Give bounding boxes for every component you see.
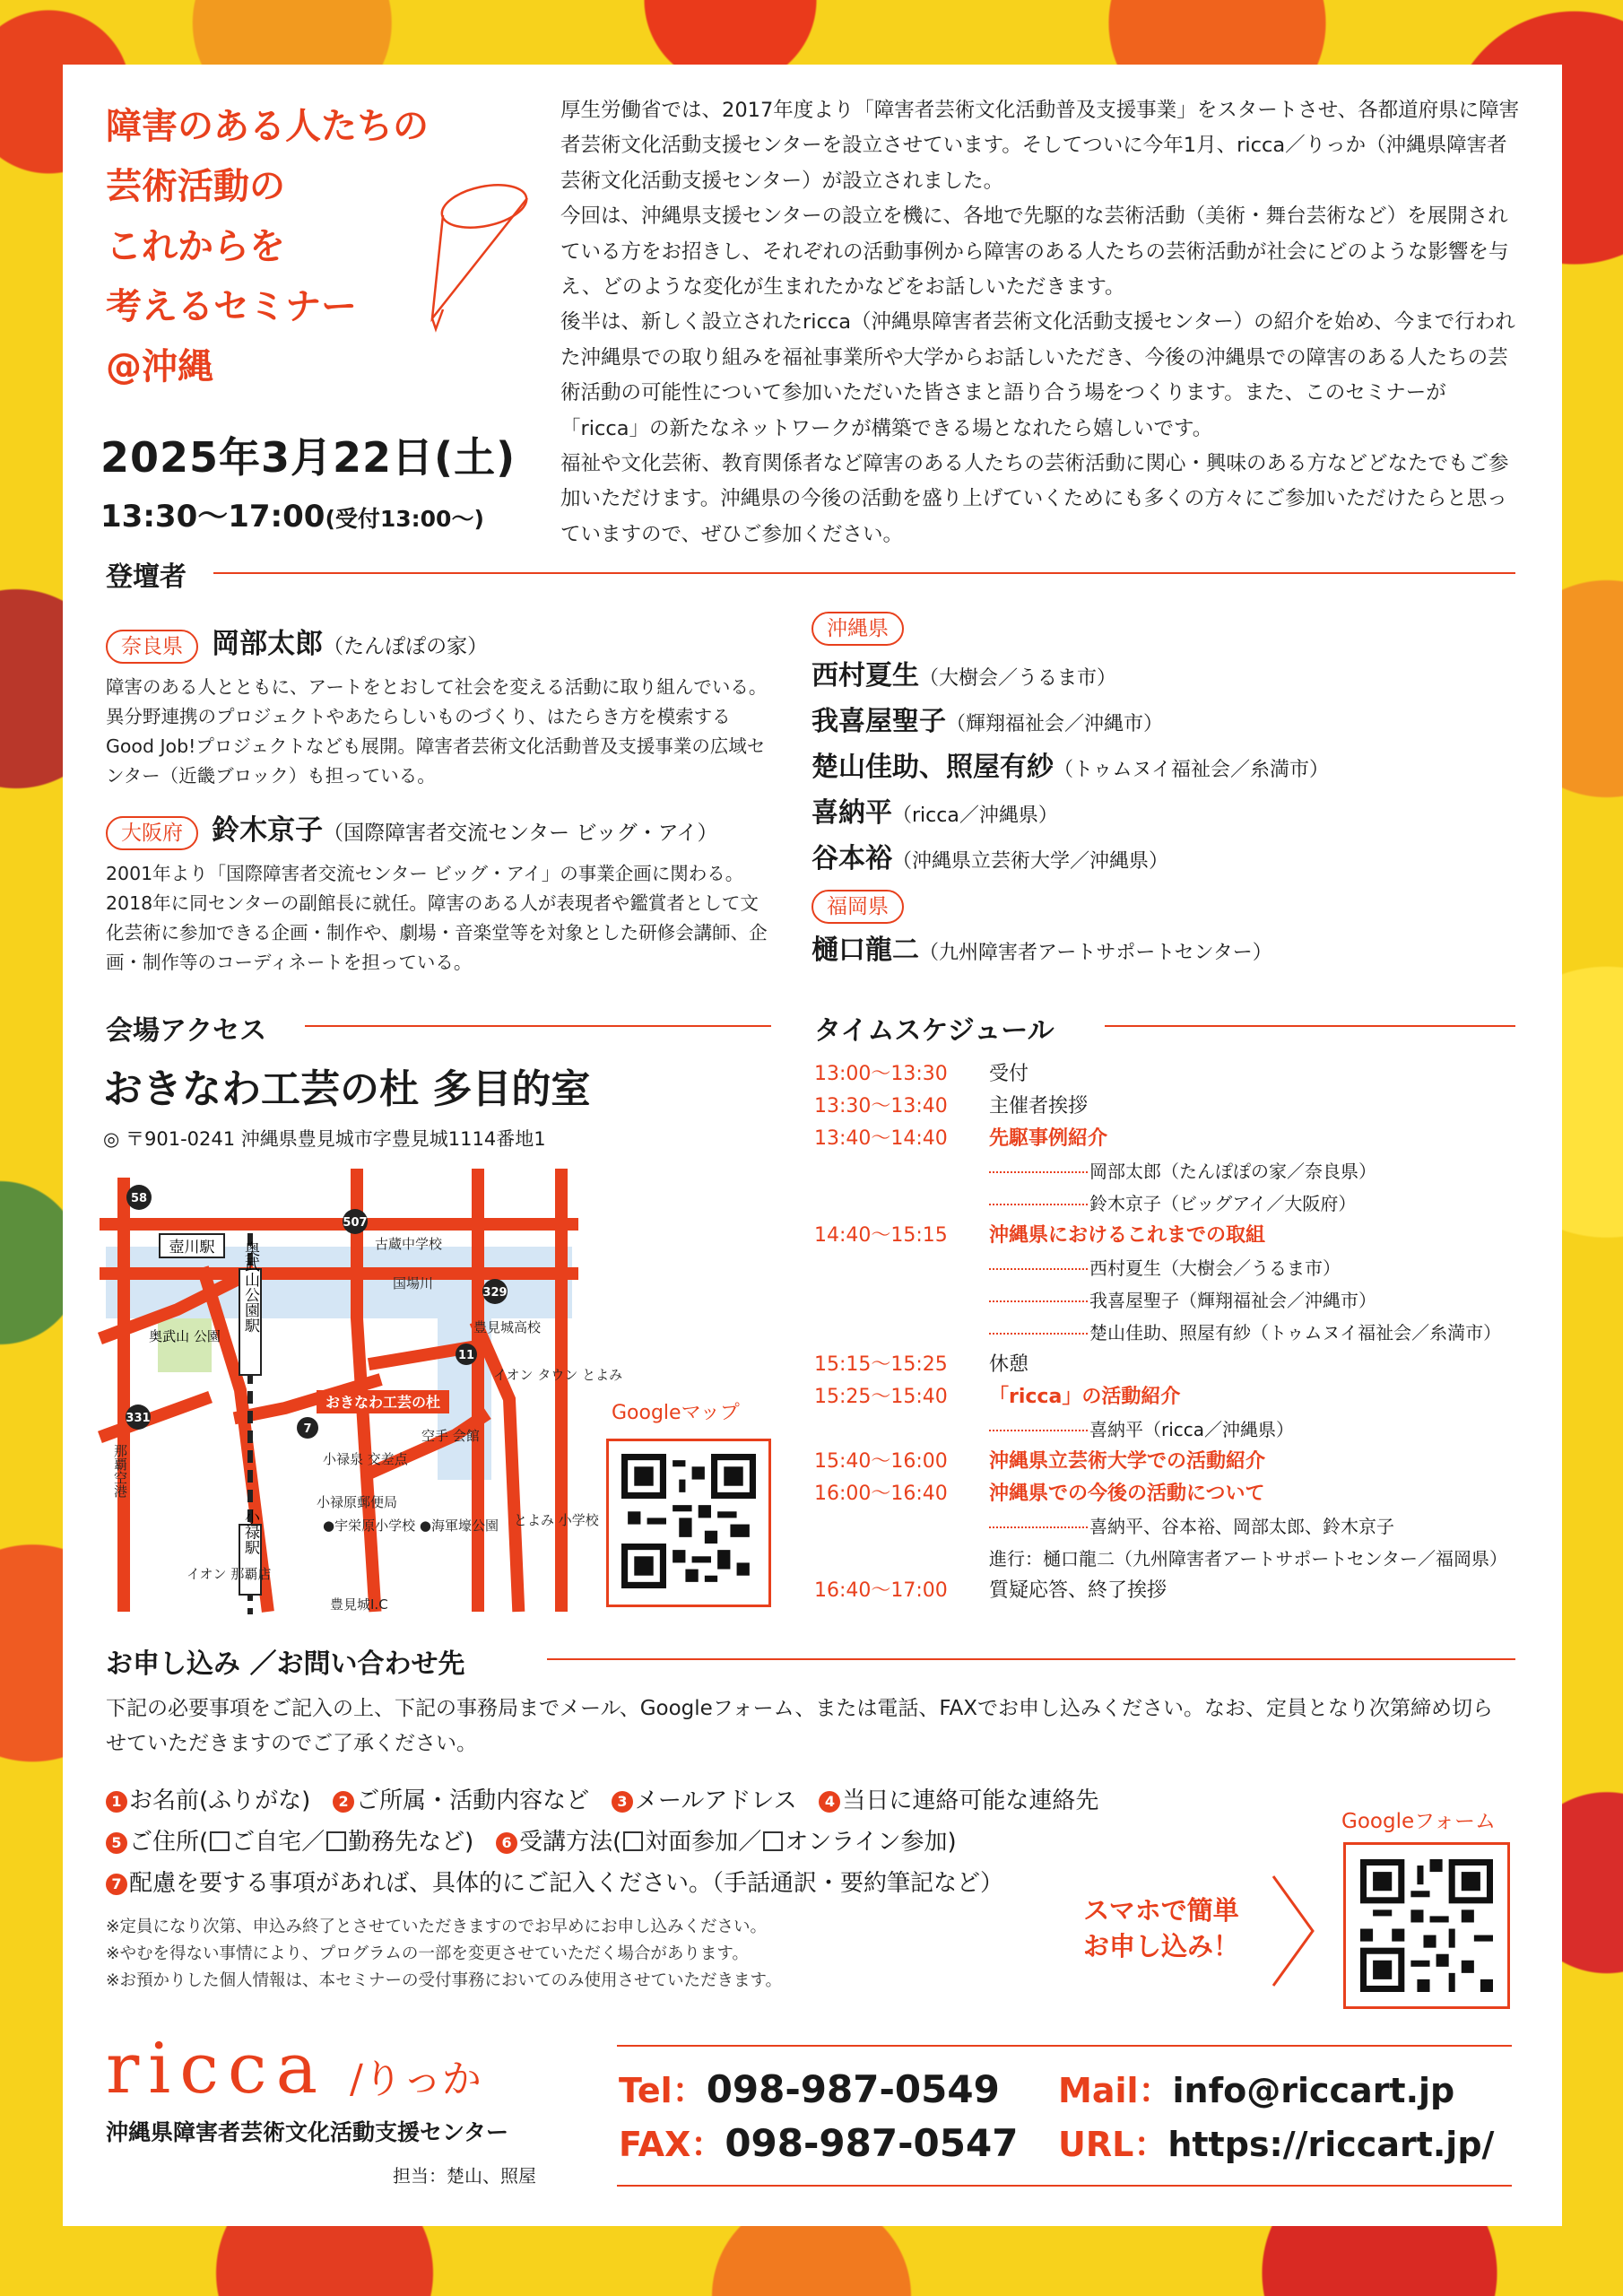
ricca-logo: ricca xyxy=(106,2029,327,2109)
svg-text:331: 331 xyxy=(126,1412,151,1425)
svg-text:イオン タウン とよみ: イオン タウン とよみ xyxy=(493,1367,623,1383)
chevron-right-icon xyxy=(1268,1873,1318,1989)
svg-text:329: 329 xyxy=(482,1286,508,1300)
schedule-row: 13:40〜14:40 先駆事例紹介 xyxy=(814,1127,1108,1150)
tel-line: Tel：098-987-0549 xyxy=(619,2067,1000,2111)
schedule-sub: 鈴木京子（ビッグアイ／大阪府） xyxy=(814,1187,1523,1220)
schedule-sub: 岡部太郎（たんぽぽの家／奈良県） xyxy=(814,1155,1523,1187)
google-form-label: Googleフォーム xyxy=(1341,1810,1496,1833)
schedule-sub: 喜納平、谷本裕、岡部太郎、鈴木京子 xyxy=(814,1510,1523,1543)
svg-text:とよみ 小学校: とよみ 小学校 xyxy=(514,1512,599,1528)
fax-line: FAX：098-987-0547 xyxy=(619,2121,1019,2165)
speaker-okabe: 奈良県 岡部太郎（たんぽぽの家） 障害のある人とともに、アートをとおして社会を変える活動に取り組んでいる。異分野連携のプロジェクトやあたらしいものづくり、はたらき方を模索するGood Job!プロジェクトなども展開。障害者芸術文化活動普及支援事業の広域センター（近畿ブロック）も担っている。 xyxy=(106,628,768,787)
map-venue-label: おきなわ工芸の杜 xyxy=(325,1394,441,1411)
contact-person: 担当：楚山、照屋 xyxy=(393,2165,536,2187)
svg-text:イオン 那覇店: イオン 那覇店 xyxy=(187,1566,272,1582)
apply-text: 下記の必要事項をご記入の上、下記の事務局までメール、Googleフォーム、または電話、FAXでお申し込みください。なお、定員となり次第締め切らせていただきますのでご了承ください。 xyxy=(106,1697,1493,1755)
speakers-okinawa xyxy=(812,612,1511,883)
speaker-suzuki: 大阪府 鈴木京子（国際障害者交流センター ビッグ・アイ） 2001年より「国際障害者交流センター ビッグ・アイ」の事業企画に関わる。2018年に同センターの副館長に就任。障害のある人が表現者や鑑賞者として文化芸術に参加できる企画・制作や、劇場・音楽堂等を対象とした研修会講師、企画・制作等のコーディネートを担っている。 xyxy=(106,814,768,973)
svg-text:豊見城I.C: 豊見城I.C xyxy=(330,1596,388,1613)
pref-tag: 福岡県 xyxy=(812,890,904,924)
google-map-label: Googleマップ xyxy=(612,1402,740,1424)
svg-text:国場川: 国場川 xyxy=(393,1275,434,1292)
contact-rule-top xyxy=(617,2045,1512,2047)
svg-text:58: 58 xyxy=(130,1192,148,1205)
checkbox-icon xyxy=(623,1831,643,1851)
required-items: 1 お名前(ふりがな) 2 ご所属・活動内容など 3 メールアドレス 4 当日に連絡可能な連絡先 5 ご住所( ご自宅／ 勤務先など) 6 受講方法( 対面参加／ オンライン参加) 7 配慮を要する事項があれば、具体的にご記入ください。（手話通訳・要約筆記など） xyxy=(106,1780,1098,1904)
svg-text:奥武山 公園: 奥武山 公園 xyxy=(149,1328,221,1344)
event-date: 2025年3月22日(土) xyxy=(100,433,516,482)
contact-rule-bottom xyxy=(617,2185,1512,2187)
svg-text:那覇空港: 那覇空港 xyxy=(112,1444,128,1498)
svg-text:507: 507 xyxy=(343,1216,368,1230)
notes: ※定員になり次第、申込み終了とさせていただきますのでお早めにお申し込みください。 ※やむを得ない事情により、プログラムの一部を変更させていただく場合があります。 ※お預かりした個人情報は、本セミナーの受付事務においてのみ使用させていただきます。 xyxy=(106,1918,783,1990)
megaphone-icon xyxy=(386,175,529,332)
speakers-heading: 登壇者 xyxy=(106,561,187,593)
url-link[interactable]: https://riccart.jp/ xyxy=(1167,2125,1495,2164)
checkbox-icon xyxy=(763,1831,783,1851)
venue-heading: 会場アクセス xyxy=(106,1015,267,1047)
venue-rule xyxy=(305,1025,771,1027)
svg-text:7: 7 xyxy=(303,1422,312,1436)
url-line: URL：https://riccart.jp/ xyxy=(1058,2125,1495,2164)
schedule-row: 15:25〜15:40 「ricca」の活動紹介 xyxy=(814,1386,1181,1408)
pref-tag: 奈良県 xyxy=(106,630,198,664)
svg-text:古蔵中学校: 古蔵中学校 xyxy=(375,1236,443,1252)
pref-tag: 大阪府 xyxy=(106,816,198,850)
schedule-sub: 西村夏生（大樹会／うるま市） xyxy=(814,1252,1523,1284)
schedule-row: 15:15〜15:25 休憩 xyxy=(814,1353,1029,1376)
schedule-row: 13:30〜13:40 主催者挨拶 xyxy=(814,1095,1089,1118)
location-pin-icon: ◎ xyxy=(103,1128,126,1150)
speaker-line: 我喜屋聖子（輝翔福祉会／沖縄市） xyxy=(812,706,1164,737)
access-map xyxy=(106,1175,623,1614)
schedule-sub: 我喜屋聖子（輝翔福祉会／沖縄市） xyxy=(814,1284,1523,1317)
event-title: 障害のある人たちの 芸術活動の これからを 考えるセミナー @沖縄 xyxy=(106,106,429,387)
map-tsubokawa: 壺川駅 xyxy=(169,1239,215,1257)
speakers-fukuoka xyxy=(812,890,1511,975)
svg-text:空手 会館: 空手 会館 xyxy=(421,1428,480,1444)
pref-tag: 沖縄県 xyxy=(812,612,904,646)
mail-line: Mail：info@riccart.jp xyxy=(1058,2071,1455,2110)
schedule-row: 15:40〜16:00 沖縄県立芸術大学での活動紹介 xyxy=(814,1450,1266,1473)
svg-text:11: 11 xyxy=(457,1349,475,1362)
svg-text:小禄駅: 小禄駅 xyxy=(241,1509,259,1555)
schedule-heading: タイムスケジュール xyxy=(814,1015,1055,1047)
google-map-qr[interactable] xyxy=(606,1439,771,1607)
ricca-logo-kana: /りっか xyxy=(350,2057,482,2102)
checkbox-icon xyxy=(210,1831,230,1851)
svg-text:奥武山公園駅: 奥武山公園駅 xyxy=(241,1241,259,1333)
google-form-qr[interactable] xyxy=(1343,1842,1510,2009)
speaker-line: 喜納平（ricca／沖縄県） xyxy=(812,797,1058,829)
apply-heading: お申し込み ／お問い合わせ先 xyxy=(106,1648,465,1680)
schedule-rule xyxy=(1105,1025,1515,1027)
schedule-row: 13:00〜13:30 受付 xyxy=(814,1063,1029,1085)
venue-address: ◎ 〒901-0241 沖縄県豊見城市字豊見城1114番地1 xyxy=(103,1128,546,1150)
checkbox-icon xyxy=(326,1831,346,1851)
intro-text: 厚生労働省では、2017年度より「障害者芸術文化活動普及支援事業」をスタートさせ、各都道府県に障害者芸術文化活動支援センターを設立させています。そしてついに今年1月、ricca／りっか（沖縄県障害者芸術文化活動支援センター）が設立されました。 今回は、沖縄県支援センターの設立を機に、各地で先駆的な芸術活動（美術・舞台芸術など）を展開されている方をお招きし、それぞれの活動事例から障害のある人たちの芸術活動が社会にどのような影響を与え、どのような変化が生まれたかなどをお話しいただきます。 後半は、新しく設立されたricca（沖縄県障害者芸術文化活動支援センター）の紹介を始め、今まで行われた沖縄県での取り組みを福祉事業所や大学からお話しいただき、今後の沖縄県での障害のある人たちの芸術活動の可能性について参加いただいた皆さまと語り合う場をつくります。また、このセミナーが「ricca」の新たなネットワークが構築できる場となれたら嬉しいです。 福祉や文化芸術、教育関係者など障害のある人たちの芸術活動に関心・興味のある方などどなたでもご参加いただけます。沖縄県の今後の活動を盛り上げていくためにも多くの方々にご参加いただけたらと思っていますので、ぜひご参加ください。 xyxy=(560,99,1520,546)
venue-name: おきなわ工芸の杜 多目的室 xyxy=(103,1066,591,1112)
speaker-line: 谷本裕（沖縄県立芸術大学／沖縄県） xyxy=(812,843,1169,874)
qr-code-icon xyxy=(621,1454,756,1588)
smartphone-cta: スマホで簡単 お申し込み！ xyxy=(1083,1895,1240,1961)
tel-number[interactable]: 098-987-0549 xyxy=(706,2067,1000,2111)
event-time: 13:30〜17:00(受付13:00〜) xyxy=(100,499,484,535)
schedule-sub: 喜納平（ricca／沖縄県） xyxy=(814,1413,1523,1446)
mail-link[interactable]: info@riccart.jp xyxy=(1172,2071,1455,2110)
speakers-rule xyxy=(213,572,1515,574)
svg-text:小禄泉 交差点: 小禄泉 交差点 xyxy=(323,1451,408,1467)
apply-rule xyxy=(547,1658,1515,1660)
schedule-row: 16:40〜17:00 質疑応答、終了挨拶 xyxy=(814,1579,1167,1602)
schedule-moderator: 進行：樋口龍二（九州障害者アートサポートセンター／福岡県） xyxy=(989,1548,1507,1570)
svg-text:●宇栄原小学校 ●海軍壕公園: ●宇栄原小学校 ●海軍壕公園 xyxy=(323,1518,499,1534)
schedule-sub: 楚山佳助、照屋有紗（トゥムヌイ福祉会／糸満市） xyxy=(814,1317,1523,1349)
schedule-row: 14:40〜15:15 沖縄県におけるこれまでの取組 xyxy=(814,1224,1266,1247)
schedule-list xyxy=(814,1058,1523,1607)
schedule-row: 16:00〜16:40 沖縄県での今後の活動について xyxy=(814,1483,1265,1505)
qr-code-icon xyxy=(1360,1859,1493,1992)
organization-name: 沖縄県障害者芸術文化活動支援センター xyxy=(106,2119,509,2145)
fax-number: 098-987-0547 xyxy=(725,2121,1019,2165)
speaker-line: 楚山佳助、照屋有紗（トゥムヌイ福祉会／糸満市） xyxy=(812,752,1330,783)
svg-text:小禄原郵便局: 小禄原郵便局 xyxy=(317,1494,398,1510)
svg-text:豊見城高校: 豊見城高校 xyxy=(473,1319,542,1335)
speaker-line: 樋口龍二（九州障害者アートサポートセンター） xyxy=(812,935,1272,966)
speaker-line: 西村夏生（大樹会／うるま市） xyxy=(812,660,1117,691)
